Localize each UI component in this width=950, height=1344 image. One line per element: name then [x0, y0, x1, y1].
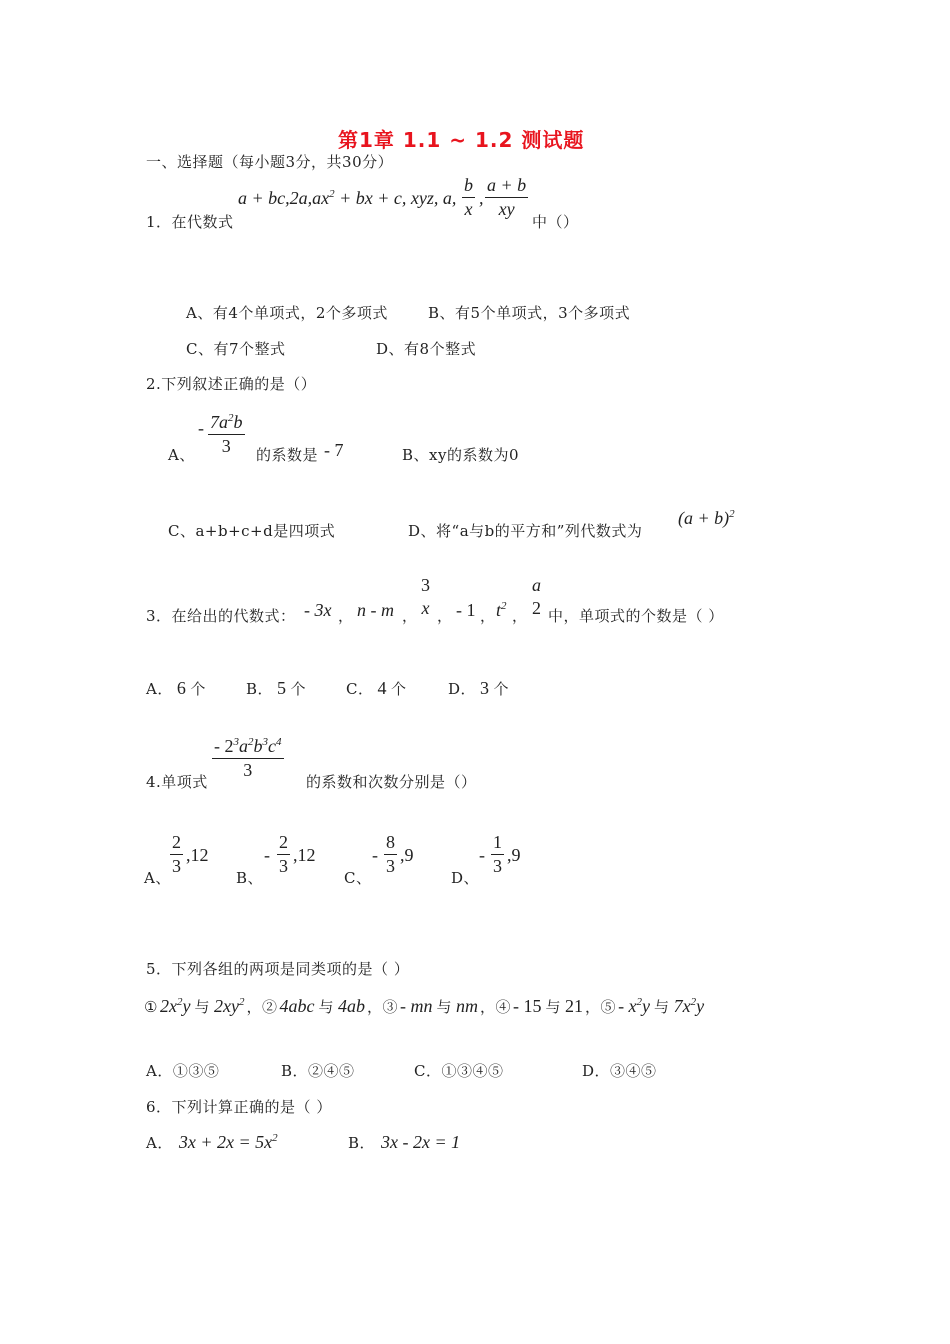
question-2-option-b[interactable]: B、xy的系数为0: [402, 446, 520, 464]
question-6-stem: 6．下列计算正确的是（ ）: [146, 1098, 332, 1116]
question-3-suffix: 中，单项式的个数是（ ）: [548, 607, 724, 625]
question-6-option-b[interactable]: B． 3x - 2x = 1: [348, 1132, 461, 1152]
question-3-option-d[interactable]: D． 3 个: [448, 678, 510, 698]
question-5-option-b[interactable]: B．②④⑤: [281, 1062, 355, 1080]
question-5-option-a[interactable]: A．①③⑤: [146, 1062, 220, 1080]
question-2-option-a-label[interactable]: A、: [168, 446, 195, 464]
question-3-fraction-a-over-2: a 2: [532, 575, 541, 618]
question-4-stem: 4.单项式: [146, 773, 208, 791]
question-2-option-d-expression: $(a + b)^2$: [678, 508, 735, 528]
question-3-option-b[interactable]: B． 5 个: [246, 678, 307, 698]
question-1-fraction-b-over-x: b x: [464, 175, 473, 219]
question-1-fraction-apb-over-xy: a + b xy: [487, 175, 527, 219]
question-1-option-b[interactable]: B、有5个单项式，3个多项式: [428, 304, 631, 322]
question-5-stem: 5．下列各组的两项是同类项的是（ ）: [146, 960, 410, 978]
question-1-suffix: 中（）: [532, 213, 579, 231]
page-title: 第1章 1.1 ~ 1.2 测试题: [338, 128, 585, 152]
question-1-option-d[interactable]: D、有8个整式: [376, 340, 477, 358]
question-2-option-a-text: 的系数是: [256, 446, 319, 464]
question-6-option-a[interactable]: A． $3x + 2x = 5x^2$: [146, 1132, 278, 1152]
question-1-stem: 1．在代数式: [146, 213, 234, 231]
question-5-pairs: ① $2x^2y$ 与 $2xy^2$ ，② 4abc 与 4ab ，③ - mn 与 nm ，④ - 15 与 21 ，⑤ - $x^2y$ 与 $7x^2y$: [144, 996, 705, 1016]
question-3-option-a[interactable]: A． 6 个: [146, 678, 206, 698]
question-1-option-c[interactable]: C、有7个整式: [186, 340, 286, 358]
question-2-stem: 2.下列叙述正确的是（）: [146, 375, 317, 393]
question-4-suffix: 的系数和次数分别是（）: [306, 773, 477, 791]
section-heading: 一、选择题（每小题3分，共30分）: [146, 153, 394, 171]
question-3-fraction-3-over-x: 3 x: [421, 575, 430, 618]
question-5-option-d[interactable]: D．③④⑤: [582, 1062, 657, 1080]
question-3-option-c[interactable]: C． 4 个: [346, 678, 407, 698]
question-3-stem: 3．在给出的代数式：: [146, 607, 296, 625]
question-2-option-d[interactable]: D、将“a与b的平方和”列代数式为: [408, 522, 643, 540]
question-1-expression: $a + bc,2a,ax^2$ + bx + c, xyz, a,: [238, 188, 457, 208]
question-2-option-a-value: - 7: [324, 440, 344, 460]
question-4-monomial: - $2^3a^2b^3c^4$ 3: [214, 736, 282, 780]
question-5-option-c[interactable]: C．①③④⑤: [414, 1062, 504, 1080]
question-2-option-a-fraction: $7a^2b$ 3: [210, 412, 243, 456]
question-2-option-c[interactable]: C、a+b+c+d是四项式: [168, 522, 336, 540]
question-1-option-a[interactable]: A、有4个单项式，2个多项式: [186, 304, 388, 322]
